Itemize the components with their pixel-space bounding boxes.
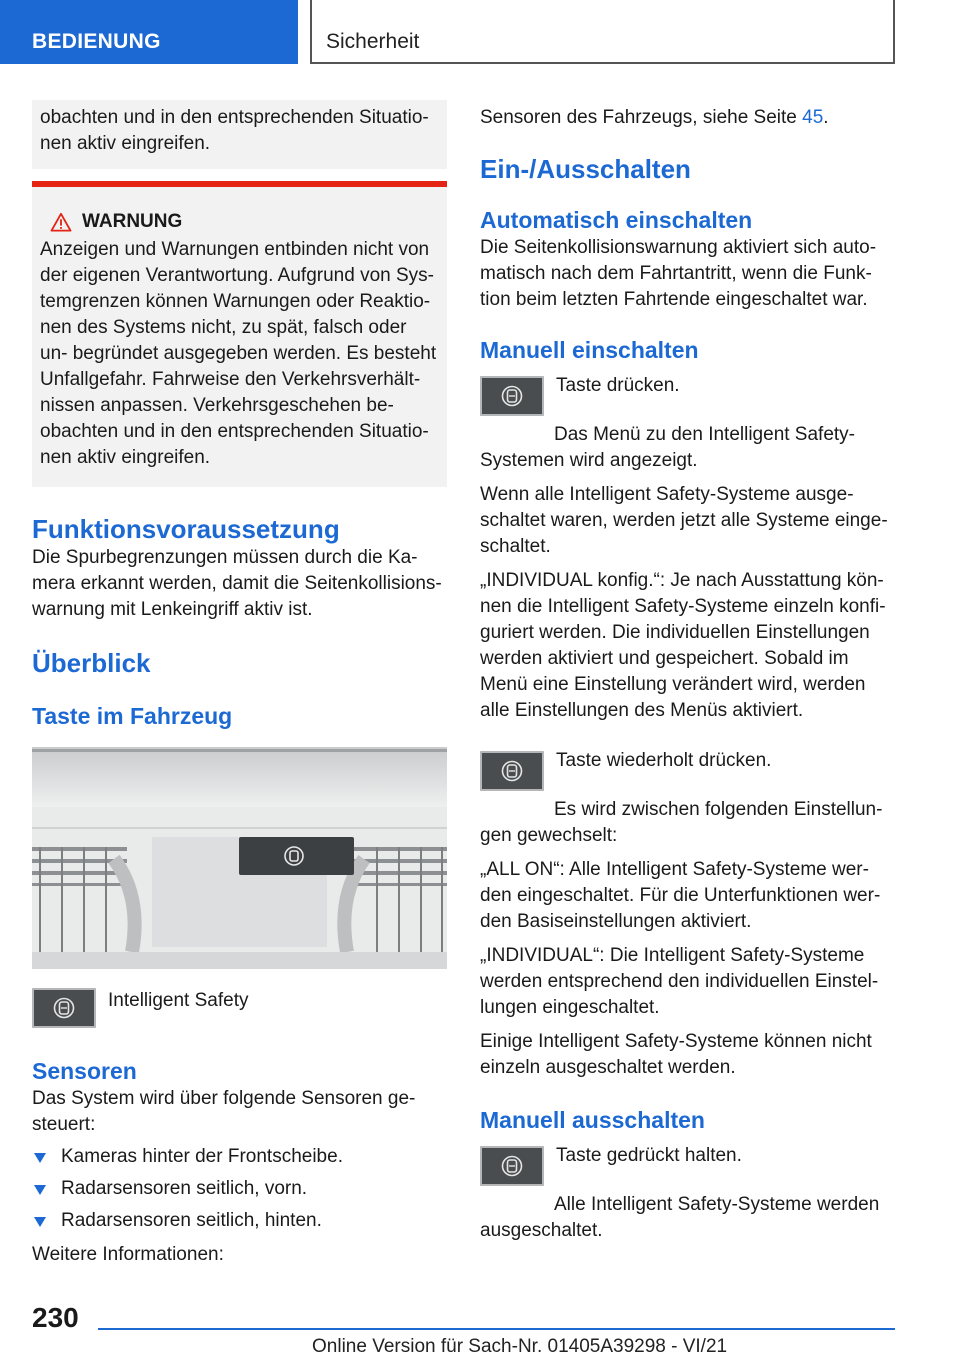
page-number: 230 (32, 1302, 79, 1333)
step-instruction: Taste wiederholt drücken. (556, 750, 772, 771)
intelligent-safety-button-image (480, 376, 544, 416)
paragraph-individual-konfig: „INDIVIDUAL konfig.“: Je nach Ausstattung kön- nen die Intelligent Safety-Systeme einzeln konfi- guriert werden. Die individuellen Einstellungen werden aktiviert und gespeichert. Sobald im Menü eine Einstellung verändert wird, werden alle Einstellungen des Menüs aktiviert. (480, 570, 886, 721)
paragraph-sensoren: Das System wird über folgende Sensoren ge- steuert: (32, 1088, 416, 1135)
intelligent-safety-icon (501, 759, 523, 783)
heading-funktionsvoraussetzung: Funktionsvoraussetzung (32, 514, 340, 544)
sensoren-reference-text: Sensoren des Fahrzeugs, siehe Seite (480, 107, 797, 128)
intelligent-safety-button-image (32, 988, 96, 1028)
heading-ein-ausschalten: Ein-/Ausschalten (480, 154, 691, 184)
button-row-intelligent-safety (32, 985, 447, 1028)
vehicle-button-photo (32, 747, 447, 969)
warning-text: Anzeigen und Warnungen entbinden nicht von der eigenen Verantwortung. Aufgrund von Sys- temgrenzen können Warnungen oder Reaktio- nen des Systems nicht, zu spät, falsch oder un- begründet ausgegeben werden. Es besteht Unfallgefahr. Fahrweise den Verkehrsverhält- nissen anpassen. Verkehrsgeschehen be- obachten und in den entsprechenden Situatio- nen aktiv eingreifen. (40, 239, 437, 468)
intelligent-safety-icon (501, 384, 523, 408)
intelligent-safety-icon (501, 1154, 523, 1178)
step-press-button (480, 373, 890, 416)
step-press-repeatedly (480, 748, 890, 791)
section-label: BEDIENUNG (32, 30, 161, 53)
footer-version-text: Online Version für Sach-Nr. 01405A39298 - VI/21 (312, 1336, 728, 1357)
page-reference-link[interactable]: 45 (802, 107, 824, 128)
intelligent-safety-button-image (480, 751, 544, 791)
step-hold-button (480, 1143, 890, 1186)
warning-triangle-icon (50, 212, 72, 232)
warning-title: WARNUNG (82, 211, 183, 232)
heading-automatisch-einschalten: Automatisch einschalten (480, 207, 753, 233)
warning-header (40, 209, 439, 235)
step-instruction: Taste drücken. (556, 375, 680, 396)
step-result: Das Menü zu den Intelligent Safety- Systemen wird angezeigt. (480, 424, 856, 471)
heading-manuell-ausschalten: Manuell ausschalten (480, 1107, 705, 1133)
heading-manuell-einschalten: Manuell einschalten (480, 337, 699, 363)
section-tab (0, 0, 298, 64)
list-item: Radarsensoren seitlich, hinten. (32, 1208, 447, 1234)
chapter-title (310, 0, 895, 64)
list-item: Radarsensoren seitlich, vorn. (32, 1176, 447, 1202)
paragraph-weitere-informationen: Weitere Informationen: (32, 1244, 224, 1265)
paragraph-funktionsvoraussetzung: Die Spurbegrenzungen müssen durch die Ka- mera erkannt werden, damit die Seitenkollisions- warnung mit Lenkeingriff aktiv ist. (32, 547, 442, 620)
sensor-list (32, 1144, 447, 1234)
step-result: Alle Intelligent Safety-Systeme werden ausgeschaltet. (480, 1194, 880, 1241)
right-column (480, 100, 890, 1244)
button-caption: Intelligent Safety (108, 990, 249, 1011)
chapter-title-label: Sicherheit (326, 30, 420, 53)
continued-text: obachten und in den entsprechenden Situatio- nen aktiv eingreifen. (40, 107, 429, 154)
step-instruction: Taste gedrückt halten. (556, 1145, 742, 1166)
paragraph-wenn-alle: Wenn alle Intelligent Safety-Systeme ausge- schaltet waren, werden jetzt alle Systeme einge- schaltet. (480, 484, 888, 557)
intelligent-safety-button-image (480, 1146, 544, 1186)
list-item: Kameras hinter der Frontscheibe. (32, 1144, 447, 1170)
footer-divider (98, 1328, 895, 1330)
intelligent-safety-icon (53, 996, 75, 1020)
paragraph-automatisch: Die Seitenkollisionswarnung aktiviert sich auto- matisch nach dem Fahrtantritt, wenn die Funk- tion beim letzten Fahrtende eingeschaltet war. (480, 237, 877, 310)
step-result: Es wird zwischen folgenden Einstellun- gen gewechselt: (480, 799, 883, 846)
paragraph-individual: „INDIVIDUAL“: Die Intelligent Safety-Systeme werden entsprechend den individuellen Einstel- lungen eingeschaltet. (480, 945, 879, 1018)
heading-ueberblick: Überblick (32, 648, 151, 678)
left-column (32, 100, 447, 1268)
paragraph-sensoren-reference: Sensoren des Fahrzeugs, siehe Seite 45. (480, 107, 829, 128)
heading-taste-im-fahrzeug: Taste im Fahrzeug (32, 703, 233, 729)
warning-box (32, 181, 447, 487)
paragraph-einige-systeme: Einige Intelligent Safety-Systeme können nicht einzeln ausgeschaltet werden. (480, 1031, 872, 1078)
paragraph-all-on: „ALL ON“: Alle Intelligent Safety-Systeme wer- den eingeschaltet. Für die Unterfunktionen wer- den Basiseinstellungen aktiviert. (480, 859, 881, 932)
heading-sensoren: Sensoren (32, 1058, 137, 1084)
continued-box (32, 100, 447, 169)
